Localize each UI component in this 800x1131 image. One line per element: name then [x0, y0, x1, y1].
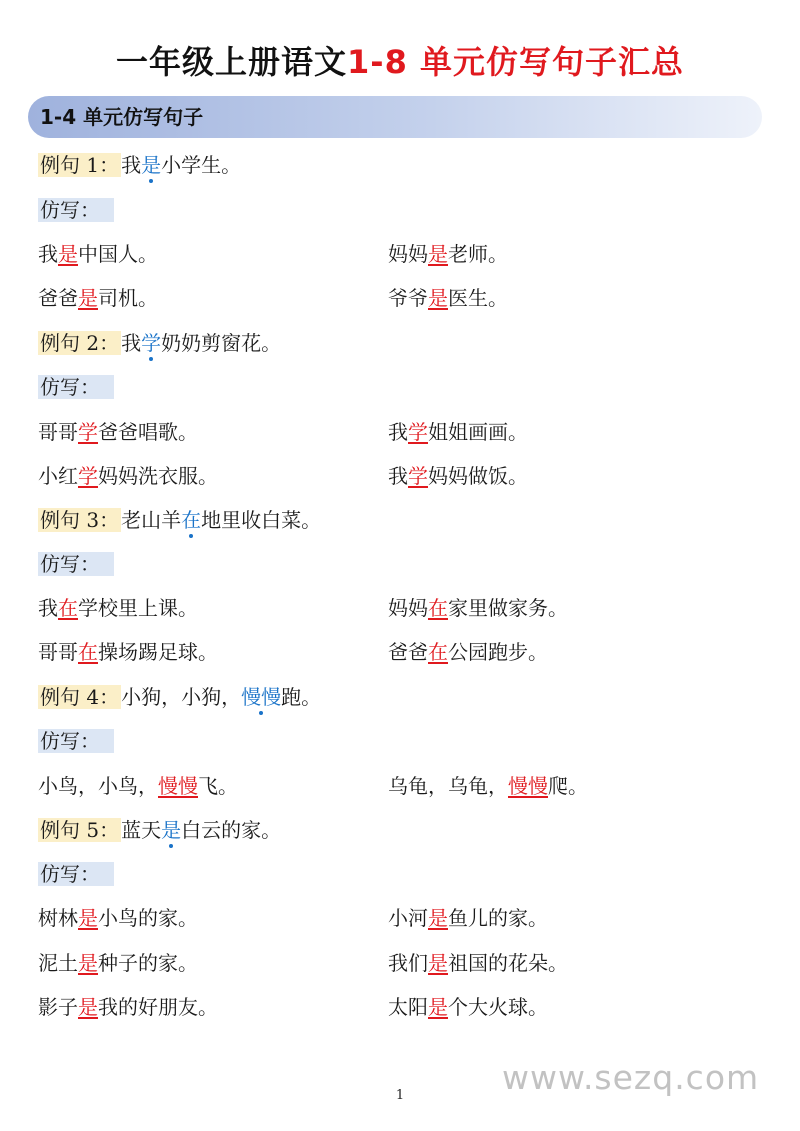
keyword: 在 [428, 596, 448, 620]
keyword: 是 [428, 906, 448, 930]
example-label: 例句 1： [40, 153, 120, 177]
title-highlight: 1-8 单元仿写句子汇总 [347, 43, 684, 81]
imitation-sentence: 影子是我的好朋友。 [38, 995, 218, 1019]
keyword: 在 [78, 640, 98, 664]
imitate-label: 仿写： [38, 372, 114, 402]
imitation-sentence: 树林是小鸟的家。 [38, 906, 198, 930]
example-label: 例句 5： [40, 818, 120, 842]
imitation-sentence: 妈妈在家里做家务。 [388, 596, 568, 620]
imitation-sentence: 小河是鱼儿的家。 [388, 906, 548, 930]
keyword: 在 [428, 640, 448, 664]
page-number: 1 [395, 1088, 405, 1103]
keyword: 学 [141, 331, 162, 355]
imitate-label: 仿写： [38, 859, 114, 889]
example-sentence-4: 例句 4： 小狗，小狗，慢慢跑。 [40, 685, 322, 709]
keyword: 慢慢 [158, 774, 198, 798]
page-title [0, 40, 800, 84]
imitation-sentence: 爷爷是医生。 [388, 286, 508, 310]
keyword: 学 [78, 464, 98, 488]
imitation-sentence: 爸爸是司机。 [38, 286, 158, 310]
keyword: 是 [428, 951, 448, 975]
imitation-sentence: 哥哥在操场踢足球。 [38, 640, 218, 664]
example-sentence-1: 例句 1： 我是小学生。 [40, 153, 242, 177]
keyword: 是 [78, 995, 98, 1019]
keyword: 是 [78, 951, 98, 975]
imitation-sentence: 我在学校里上课。 [38, 596, 198, 620]
example-sentence-3: 例句 3： 老山羊在地里收白菜。 [40, 508, 322, 532]
section-header [28, 96, 762, 138]
imitation-sentence: 小鸟，小鸟，慢慢飞。 [38, 774, 238, 798]
keyword: 是 [58, 242, 78, 266]
keyword: 是 [428, 242, 448, 266]
imitation-sentence: 太阳是个大火球。 [388, 995, 548, 1019]
keyword: 是 [78, 286, 98, 310]
imitation-sentence: 泥土是种子的家。 [38, 951, 198, 975]
imitation-sentence: 小红学妈妈洗衣服。 [38, 464, 218, 488]
example-label: 例句 2： [40, 331, 120, 355]
keyword: 学 [408, 464, 428, 488]
keyword: 是 [161, 818, 182, 842]
imitation-sentence: 哥哥学爸爸唱歌。 [38, 420, 198, 444]
imitate-label: 仿写： [38, 726, 114, 756]
example-sentence-2: 例句 2： 我学奶奶剪窗花。 [40, 331, 282, 355]
imitation-sentence: 妈妈是老师。 [388, 242, 508, 266]
keyword: 学 [78, 420, 98, 444]
watermark: www.sezq.com [502, 1058, 760, 1097]
keyword: 是 [428, 995, 448, 1019]
imitation-sentence: 我是中国人。 [38, 242, 158, 266]
imitation-sentence: 我们是祖国的花朵。 [388, 951, 568, 975]
imitate-label: 仿写： [38, 195, 114, 225]
keyword: 在 [181, 508, 202, 532]
example-sentence-5: 例句 5： 蓝天是白云的家。 [40, 818, 282, 842]
imitation-sentence: 乌龟，乌龟，慢慢爬。 [388, 774, 588, 798]
keyword: 慢慢 [241, 685, 282, 709]
example-label: 例句 4： [40, 685, 120, 709]
imitation-sentence: 爸爸在公园跑步。 [388, 640, 548, 664]
keyword: 是 [78, 906, 98, 930]
imitate-label: 仿写： [38, 549, 114, 579]
keyword: 学 [408, 420, 428, 444]
section-title: 1-4 单元仿写句子 [40, 105, 204, 129]
title-main: 一年级上册语文 [116, 43, 348, 81]
example-label: 例句 3： [40, 508, 120, 532]
keyword: 在 [58, 596, 78, 620]
imitation-sentence: 我学妈妈做饭。 [388, 464, 528, 488]
keyword: 慢慢 [508, 774, 548, 798]
imitation-sentence: 我学姐姐画画。 [388, 420, 528, 444]
keyword: 是 [428, 286, 448, 310]
keyword: 是 [141, 153, 162, 177]
